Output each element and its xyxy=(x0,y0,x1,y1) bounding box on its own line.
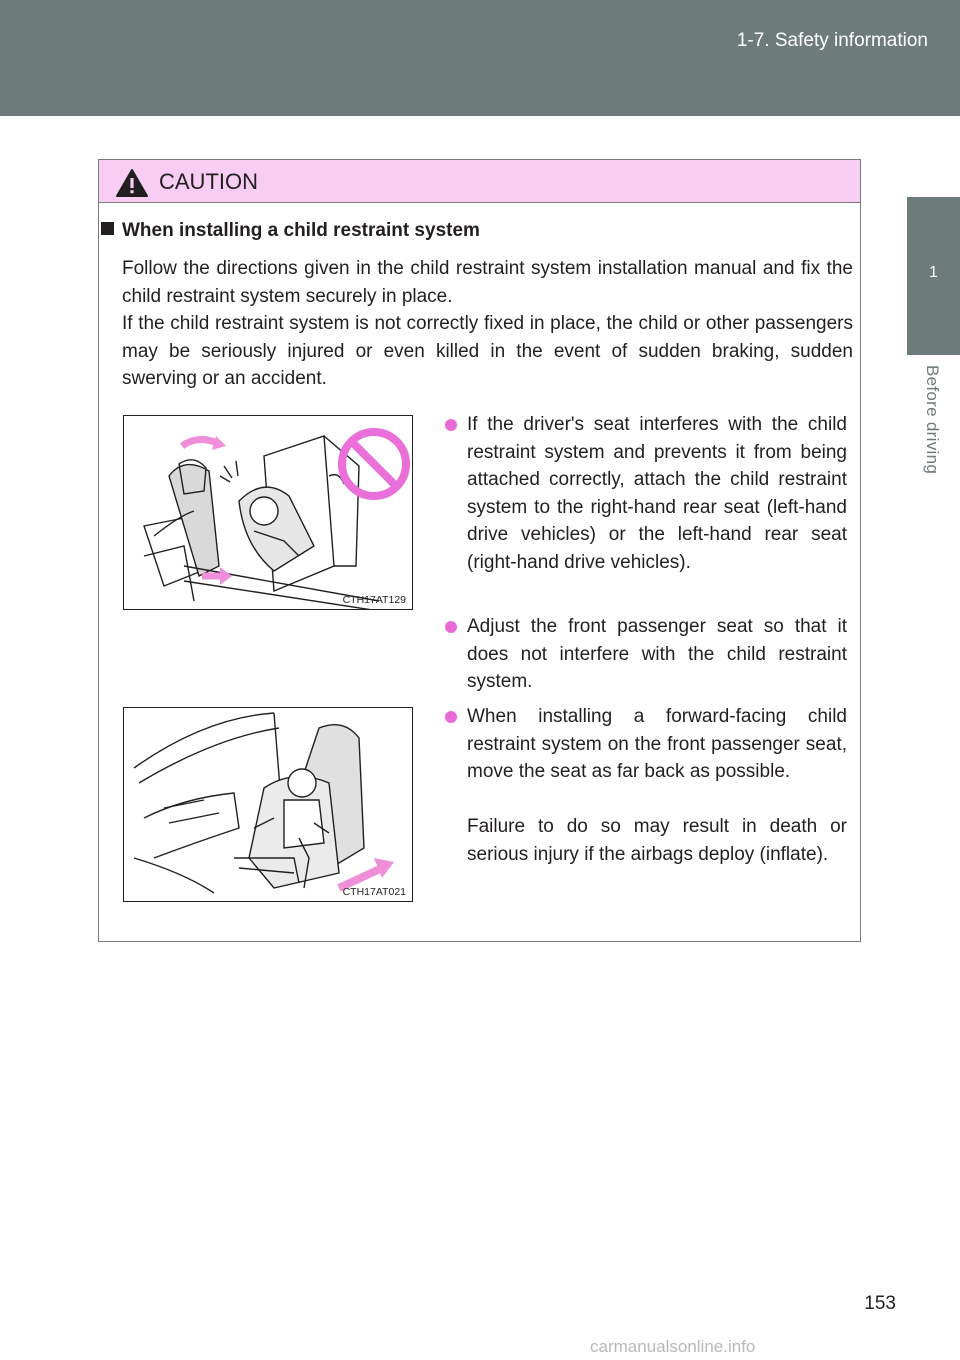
bullet-item xyxy=(467,703,847,786)
caution-paragraph-1: Follow the directions given in the child restraint system installation manual and fix the child restraint system securely in place. xyxy=(122,258,853,307)
page-header xyxy=(0,0,960,116)
front-seat-illustration xyxy=(124,708,413,902)
bullet-note: Failure to do so may result in death or serious injury if the airbags deploy (inflate). xyxy=(467,816,847,865)
figure-code: CTH17AT129 xyxy=(342,594,406,606)
bullet-text: If the driver's seat interferes with the child restraint system and prevents it from being attached correctly, attach the child restraint system to the right-hand rear seat (left-hand drive vehicles) or the left-hand rear seat (right-hand drive vehicles). xyxy=(467,414,847,573)
bullet-dot-icon xyxy=(445,419,457,431)
bullet-dot-icon xyxy=(445,621,457,633)
caution-title: CAUTION xyxy=(159,169,258,194)
seat-interference-illustration xyxy=(124,416,413,610)
chapter-number: 1 xyxy=(929,264,938,281)
watermark: carmanualsonline.info xyxy=(590,1337,756,1356)
bullet-item xyxy=(467,411,847,576)
figure-front-passenger-seat xyxy=(123,707,413,902)
bullet-dot-icon xyxy=(445,711,457,723)
bullet-text: Adjust the front passenger seat so that it does not interfere with the child restraint system. xyxy=(467,616,847,692)
bullet-item xyxy=(467,613,847,696)
bullet-text: When installing a forward-facing child restraint system on the front passenger seat, move the seat as far back as possible. xyxy=(467,706,847,782)
section-title: 1-7. Safety information xyxy=(736,30,928,51)
figure-seat-interference xyxy=(123,415,413,610)
figure-code: CTH17AT021 xyxy=(342,886,406,898)
warning-icon xyxy=(115,168,149,198)
subheading-text: When installing a child restraint system xyxy=(122,220,480,241)
square-bullet-icon xyxy=(101,222,114,235)
caution-header xyxy=(99,160,860,203)
page-number: 153 xyxy=(864,1293,896,1314)
subheading xyxy=(101,220,480,242)
caution-paragraph-2: If the child restraint system is not correctly fixed in place, the child or other passengers may be seriously injured or even killed in the event of sudden braking, sudden swerving or an accident. xyxy=(122,313,853,389)
chapter-label: Before driving xyxy=(923,365,942,475)
